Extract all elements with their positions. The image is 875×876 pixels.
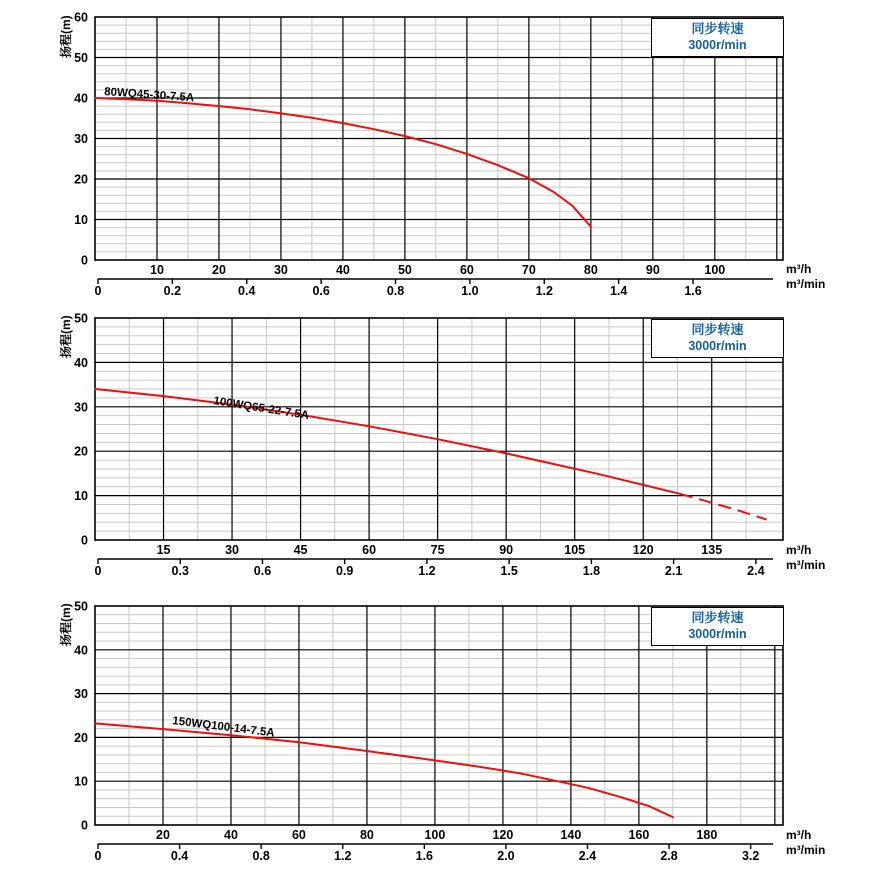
speed-box (651, 319, 784, 358)
x-unit-m3h: m³/h (786, 828, 812, 842)
m3min-tick-label: 1.2 (535, 284, 553, 298)
y-tick-label: 50 (74, 51, 88, 65)
y-tick-label: 10 (74, 213, 88, 227)
x-unit-m3min: m³/min (786, 277, 826, 291)
x-tick-label: 10 (150, 263, 164, 277)
y-tick-label: 20 (74, 444, 88, 459)
x-axis-m3min (95, 559, 773, 578)
pump-curve-dashed (680, 494, 767, 520)
y-axis-title: 扬程(m) (59, 315, 73, 358)
x-tick-label: 20 (212, 263, 226, 277)
x-tick-label: 70 (521, 263, 536, 277)
y-tick-labels (74, 11, 88, 268)
speed-box-value: 3000r/min (688, 339, 747, 353)
speed-box-value: 3000r/min (688, 38, 747, 52)
x-tick-labels-m3h (150, 263, 725, 277)
x-tick-labels-m3h (157, 543, 723, 557)
y-tick-label: 40 (74, 355, 88, 370)
m3min-tick-label: 0.8 (252, 849, 270, 863)
x-tick-label: 120 (632, 543, 654, 557)
m3min-tick-label: 0.3 (171, 564, 189, 578)
y-tick-label: 30 (74, 132, 88, 146)
m3min-tick-label: 0.4 (170, 849, 189, 863)
speed-box-title: 同步转速 (691, 322, 744, 337)
x-tick-label: 160 (628, 828, 650, 842)
x-tick-label: 80 (359, 828, 374, 842)
x-tick-label: 45 (293, 543, 308, 557)
x-tick-label: 180 (696, 828, 718, 842)
speed-box (651, 607, 784, 646)
m3min-tick-label: 3.2 (741, 849, 760, 863)
y-tick-label: 60 (74, 10, 88, 25)
x-axis-m3min (95, 844, 773, 863)
x-tick-label: 105 (564, 543, 586, 557)
m3min-tick-label: 2.1 (664, 564, 683, 578)
y-tick-label: 0 (81, 818, 88, 833)
y-tick-label: 40 (74, 91, 88, 106)
speed-box-value: 3000r/min (688, 627, 747, 641)
x-tick-label: 60 (291, 828, 306, 842)
x-tick-label: 140 (560, 828, 582, 842)
y-tick-label: 20 (74, 730, 88, 745)
m3min-tick-label: 1.2 (334, 849, 352, 863)
m3min-tick-label: 1.6 (415, 849, 434, 863)
x-tick-label: 100 (424, 828, 446, 842)
x-axis-m3min (95, 279, 773, 298)
y-tick-label: 10 (74, 489, 88, 504)
y-axis-title: 扬程(m) (59, 15, 73, 58)
speed-box-title: 同步转速 (691, 610, 744, 625)
x-tick-label: 135 (701, 543, 723, 557)
curve-label: 150WQ100-14-7.5A (171, 715, 276, 740)
y-tick-label: 30 (74, 687, 88, 702)
x-tick-label: 90 (645, 263, 660, 277)
x-tick-label: 120 (492, 828, 514, 842)
y-tick-label: 20 (74, 172, 88, 187)
m3min-tick-label: 0.4 (238, 284, 256, 298)
speed-box-title: 同步转速 (691, 21, 744, 36)
speed-box (651, 18, 784, 57)
m3min-tick-label: 0.9 (335, 564, 354, 578)
x-tick-label: 30 (273, 263, 288, 277)
x-tick-label: 90 (499, 543, 514, 557)
curve-label: 80WQ45-30-7.5A (103, 86, 195, 105)
x-unit-m3h: m³/h (786, 543, 812, 557)
x-tick-label: 60 (362, 543, 377, 557)
m3min-tick-label: 0 (94, 284, 102, 298)
x-tick-label: 40 (224, 828, 238, 842)
m3min-tick-label: 1.4 (609, 284, 628, 298)
x-tick-label: 75 (430, 543, 445, 557)
m3min-tick-label: 1.6 (684, 284, 702, 298)
y-tick-labels (74, 600, 88, 833)
m3min-tick-label: 2.4 (747, 564, 765, 578)
x-unit-m3min: m³/min (786, 843, 826, 857)
x-tick-label: 30 (225, 543, 240, 557)
m3min-tick-label: 2.0 (497, 849, 515, 863)
y-tick-label: 0 (81, 253, 88, 268)
m3min-tick-label: 2.8 (660, 849, 678, 863)
x-tick-label: 100 (704, 263, 726, 277)
m3min-tick-label: 1.0 (461, 284, 479, 298)
x-tick-label: 15 (156, 543, 171, 557)
x-tick-label: 80 (583, 263, 598, 277)
y-tick-label: 10 (74, 774, 88, 789)
y-tick-label: 30 (74, 400, 88, 415)
y-tick-labels (74, 312, 88, 548)
m3min-tick-label: 0.8 (386, 284, 405, 298)
curve-label: 100WQ65-22-7.5A (212, 395, 310, 423)
m3min-tick-label: 1.8 (582, 564, 601, 578)
m3min-tick-label: 2.4 (578, 849, 597, 863)
m3min-tick-label: 0.6 (253, 564, 272, 578)
x-tick-label: 60 (459, 263, 474, 277)
m3min-tick-label: 1.2 (418, 564, 436, 578)
y-tick-label: 50 (74, 311, 88, 326)
x-tick-label: 20 (156, 828, 170, 842)
x-tick-label: 40 (335, 263, 350, 277)
m3min-tick-label: 0 (94, 564, 102, 578)
m3min-tick-label: 1.5 (500, 564, 518, 578)
x-unit-m3min: m³/min (786, 558, 826, 572)
x-unit-m3h: m³/h (786, 262, 812, 276)
y-tick-label: 40 (74, 643, 88, 658)
y-tick-label: 50 (74, 599, 88, 614)
y-tick-label: 0 (81, 533, 88, 548)
x-tick-labels-m3h (156, 828, 717, 842)
m3min-tick-label: 0.2 (163, 284, 182, 298)
y-axis-title: 扬程(m) (59, 603, 73, 646)
x-tick-label: 50 (397, 263, 412, 277)
m3min-tick-label: 0.6 (312, 284, 330, 298)
m3min-tick-label: 0 (94, 849, 102, 863)
